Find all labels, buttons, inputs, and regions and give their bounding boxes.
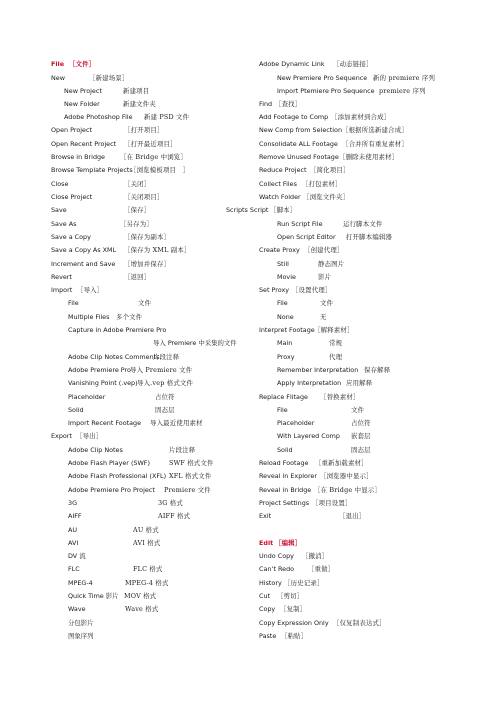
menu-entry-right_column-12: Run Script File bbox=[277, 220, 323, 228]
menu-entry-right_column-39: Cut bbox=[259, 592, 271, 600]
menu-entry-left_column-16: Revert bbox=[51, 273, 72, 281]
menu-translation-right_column-11: ［脚本］ bbox=[270, 206, 297, 214]
menu-translation-left_column-18: 文件 bbox=[138, 299, 152, 307]
menu-entry-right_column-13: Open Script Editor bbox=[277, 233, 336, 241]
menu-entry-left_column-24: Vanishing Point (.vep) bbox=[68, 379, 138, 387]
menu-translation-left_column-15: ［增加并保存］ bbox=[124, 260, 171, 268]
menu-translation-left_column-13: ［保存为副本］ bbox=[124, 233, 171, 241]
menu-translation-right_column-24: 应用解释 bbox=[346, 379, 373, 387]
menu-entry-left_column-13: Save a Copy bbox=[51, 233, 91, 241]
menu-translation-right_column-2: premiere 序列 bbox=[379, 87, 426, 95]
menu-translation-right_column-21: 常规 bbox=[329, 339, 343, 347]
menu-translation-right_column-19: 无 bbox=[320, 313, 327, 321]
menu-entry-left_column-8: Browse Template Projects bbox=[51, 166, 133, 174]
menu-translation-left_column-33: 3G 格式 bbox=[158, 499, 183, 507]
menu-entry-left_column-19: Multiple Files bbox=[68, 313, 110, 321]
menu-translation-right_column-9: ［打包素材］ bbox=[302, 180, 342, 188]
menu-entry-left_column-17: Import bbox=[51, 286, 73, 294]
menu-translation-left_column-27: 导入最近使用素材 bbox=[150, 419, 203, 427]
menu-entry-left_column-29: Adobe Clip Notes bbox=[68, 446, 123, 454]
menu-translation-left_column-35: AU 格式 bbox=[133, 526, 159, 534]
menu-translation-right_column-35: ［编辑］ bbox=[275, 539, 302, 547]
menu-translation-right_column-25: ［替换素材］ bbox=[320, 393, 360, 401]
menu-translation-right_column-5: ［根据所选新建合成］ bbox=[342, 126, 408, 134]
menu-entry-right_column-15: Still bbox=[277, 260, 289, 268]
menu-entry-right_column-0: Adobe Dynamic Link bbox=[259, 60, 325, 68]
menu-entry-left_column-11: Save bbox=[51, 206, 67, 214]
menu-entry-left_column-43: 图象序列 bbox=[68, 632, 94, 640]
menu-entry-left_column-30: Adobe Flash Player (SWF) bbox=[68, 459, 150, 467]
menu-entry-left_column-21: 导入 Premiere 中采集的文件 bbox=[153, 339, 237, 347]
menu-translation-left_column-34: AIFF 格式 bbox=[158, 512, 191, 520]
menu-entry-right_column-20: Interpret Footage bbox=[259, 326, 315, 334]
menu-translation-left_column-6: ［打开最近项目］ bbox=[124, 140, 177, 148]
menu-translation-right_column-14: ［创建代理］ bbox=[304, 246, 344, 254]
menu-entry-left_column-40: Quick Time 影片 bbox=[68, 592, 119, 600]
menu-entry-left_column-23: Adobe Premiere Pro bbox=[68, 366, 131, 374]
menu-entry-left_column-12: Save As bbox=[51, 220, 77, 228]
menu-translation-right_column-26: 文件 bbox=[351, 406, 365, 414]
menu-entry-left_column-38: FLC bbox=[68, 565, 80, 573]
menu-translation-left_column-5: ［打开项目］ bbox=[124, 126, 164, 134]
menu-translation-left_column-36: AVI 格式 bbox=[133, 539, 161, 547]
menu-entry-left_column-2: New Project bbox=[64, 87, 102, 95]
menu-translation-left_column-7: ［在 Bridge 中浏览］ bbox=[120, 153, 187, 161]
menu-header-right_column-35: Edit bbox=[259, 539, 274, 547]
menu-entry-right_column-27: Placeholder bbox=[277, 419, 315, 427]
menu-entry-right_column-19: None bbox=[277, 313, 294, 321]
menu-entry-left_column-33: 3G bbox=[68, 499, 78, 507]
menu-entry-left_column-37: DV 流 bbox=[68, 552, 86, 560]
menu-entry-left_column-14: Save a Copy As XML bbox=[51, 246, 117, 254]
menu-translation-left_column-16: ［返回］ bbox=[124, 273, 151, 281]
menu-entry-left_column-6: Open Recent Project bbox=[51, 140, 117, 148]
menu-translation-right_column-6: ［合并所有重复素材］ bbox=[342, 140, 408, 148]
menu-entry-left_column-3: New Folder bbox=[64, 100, 100, 108]
menu-entry-right_column-5: New Comp from Selection bbox=[259, 126, 343, 134]
menu-entry-right_column-11: Scripts Script bbox=[226, 206, 269, 214]
menu-entry-left_column-18: File bbox=[68, 299, 79, 307]
menu-translation-right_column-30: ［重新加载素材］ bbox=[315, 459, 368, 467]
menu-entry-right_column-42: Paste bbox=[259, 632, 277, 640]
menu-entry-right_column-28: With Layered Comp bbox=[277, 432, 340, 440]
menu-translation-right_column-29: 固态层 bbox=[351, 446, 371, 454]
menu-translation-left_column-2: 新建项目 bbox=[123, 87, 150, 95]
menu-translation-left_column-12: ［另存为］ bbox=[120, 220, 153, 228]
menu-entry-right_column-25: Replace Flitage bbox=[259, 393, 308, 401]
menu-entry-left_column-10: Close Project bbox=[51, 193, 93, 201]
menu-translation-left_column-29: 片段注释 bbox=[169, 446, 196, 454]
menu-entry-left_column-22: Adobe Clip Notes Comments bbox=[68, 353, 160, 361]
menu-entry-left_column-7: Browse in Bridge bbox=[51, 153, 105, 161]
menu-entry-right_column-37: Can’t Redo bbox=[259, 565, 295, 573]
menu-translation-left_column-9: ［关闭］ bbox=[124, 180, 151, 188]
menu-translation-left_column-10: ［关闭项目］ bbox=[124, 193, 164, 201]
menu-entry-right_column-33: Project Settings bbox=[259, 499, 310, 507]
menu-translation-right_column-38: ［历史记录］ bbox=[284, 579, 324, 587]
menu-entry-right_column-10: Watch Folder bbox=[259, 193, 301, 201]
menu-translation-left_column-22: 片段注释 bbox=[153, 353, 180, 361]
menu-entry-right_column-24: Apply Interpretation bbox=[277, 379, 342, 387]
menu-entry-right_column-9: Collect Files bbox=[259, 180, 297, 188]
menu-entry-right_column-31: Reveal in Explorer bbox=[259, 472, 317, 480]
menu-entry-right_column-16: Movie bbox=[277, 273, 296, 281]
menu-translation-right_column-42: ［粘贴］ bbox=[281, 632, 308, 640]
menu-translation-left_column-8: ［浏览模板项目 ］ bbox=[130, 166, 190, 174]
menu-entry-right_column-14: Create Proxy bbox=[259, 246, 300, 254]
menu-translation-right_column-27: 占位符 bbox=[351, 419, 371, 427]
menu-entry-left_column-26: Solid bbox=[68, 406, 84, 414]
menu-translation-right_column-1: 新的 premiere 序列 bbox=[373, 74, 436, 82]
menu-translation-right_column-34: ［退出］ bbox=[339, 512, 366, 520]
menu-entry-right_column-21: Main bbox=[277, 339, 293, 347]
menu-translation-left_column-25: 占位符 bbox=[155, 393, 175, 401]
menu-entry-left_column-1: New bbox=[51, 74, 65, 82]
menu-entry-right_column-22: Proxy bbox=[277, 353, 295, 361]
menu-translation-left_column-23: 导入 Premiere 文件 bbox=[130, 366, 193, 374]
menu-entry-right_column-36: Undo Copy bbox=[259, 552, 294, 560]
menu-translation-left_column-31: XFL 格式文件 bbox=[169, 472, 212, 480]
menu-translation-right_column-3: ［查找］ bbox=[275, 100, 302, 108]
menu-translation-right_column-7: ［删除未使用素材］ bbox=[339, 153, 399, 161]
menu-entry-right_column-41: Copy Expression Only bbox=[259, 619, 329, 627]
menu-translation-left_column-28: ［导出］ bbox=[76, 432, 103, 440]
menu-entry-left_column-41: Wave bbox=[68, 605, 86, 613]
menu-entry-left_column-32: Adobe Premiere Pro Project bbox=[68, 486, 155, 494]
menu-translation-right_column-28: 嵌套层 bbox=[351, 432, 371, 440]
menu-entry-left_column-36: AVI bbox=[68, 539, 79, 547]
menu-translation-right_column-32: ［在 Bridge 中显示］ bbox=[314, 486, 381, 494]
menu-translation-left_column-26: 固态层 bbox=[155, 406, 175, 414]
menu-entry-right_column-40: Copy bbox=[259, 605, 276, 613]
menu-translation-left_column-24: 导入.vep 格式文件 bbox=[137, 379, 194, 387]
menu-header-left_column-0: File bbox=[51, 60, 65, 68]
menu-translation-right_column-8: ［简化项目］ bbox=[310, 166, 350, 174]
menu-entry-left_column-20: Capture in Adobe Premiere Pro bbox=[68, 326, 167, 334]
menu-translation-right_column-36: ［撤消］ bbox=[302, 552, 329, 560]
menu-translation-left_column-40: MOV 格式 bbox=[124, 592, 157, 600]
menu-translation-right_column-39: ［剪切］ bbox=[277, 592, 304, 600]
menu-entry-right_column-3: Find bbox=[259, 100, 273, 108]
menu-translation-right_column-10: ［浏览文件夹］ bbox=[303, 193, 350, 201]
menu-translation-right_column-17: ［设置代理］ bbox=[292, 286, 332, 294]
menu-entry-right_column-1: New Premiere Pro Sequence bbox=[277, 74, 368, 82]
menu-translation-left_column-19: 多个文件 bbox=[116, 313, 143, 321]
menu-translation-left_column-32: Premiere 文件 bbox=[164, 486, 211, 494]
menu-entry-left_column-31: Adobe Flash Professional (XFL) bbox=[68, 472, 167, 480]
menu-translation-right_column-22: 代理 bbox=[329, 353, 343, 361]
menu-translation-right_column-16: 影片 bbox=[318, 273, 332, 281]
menu-translation-left_column-17: ［导入］ bbox=[77, 286, 104, 294]
menu-entry-right_column-8: Reduce Project bbox=[259, 166, 307, 174]
menu-translation-left_column-30: SWF 格式文件 bbox=[169, 459, 214, 467]
menu-translation-left_column-0: ［文件］ bbox=[69, 60, 96, 68]
menu-entry-left_column-42: 分包影片 bbox=[68, 619, 94, 627]
menu-translation-right_column-13: 打开脚本编辑器 bbox=[346, 233, 393, 241]
menu-entry-left_column-35: AU bbox=[68, 526, 78, 534]
menu-entry-left_column-39: MPEG-4 bbox=[68, 579, 93, 587]
menu-translation-left_column-3: 新建文件夹 bbox=[123, 100, 156, 108]
menu-entry-left_column-4: Adobe Photoshop File bbox=[64, 113, 133, 121]
menu-translation-left_column-4: 新建 PSD 文件 bbox=[144, 113, 190, 121]
menu-entry-right_column-30: Reload Footage bbox=[259, 459, 309, 467]
menu-entry-right_column-7: Remove Unused Footage bbox=[259, 153, 339, 161]
menu-entry-left_column-27: Import Recent Footage bbox=[68, 419, 142, 427]
menu-translation-left_column-14: ［保存为 XML 副本］ bbox=[124, 246, 191, 254]
menu-translation-right_column-31: ［浏览器中显示］ bbox=[320, 472, 373, 480]
menu-entry-right_column-6: Consolidate ALL Footage bbox=[259, 140, 338, 148]
menu-translation-right_column-4: ［添加素材到合成］ bbox=[331, 113, 391, 121]
menu-entry-right_column-23: Remember Interpretation bbox=[277, 366, 359, 374]
menu-entry-right_column-34: Exit bbox=[259, 512, 272, 520]
menu-translation-right_column-20: ［解释素材］ bbox=[314, 326, 354, 334]
menu-entry-left_column-34: AIFF bbox=[68, 512, 82, 520]
menu-translation-left_column-11: ［保存］ bbox=[124, 206, 151, 214]
menu-translation-right_column-15: 静态图片 bbox=[318, 260, 345, 268]
menu-translation-right_column-23: 保存解释 bbox=[364, 366, 391, 374]
menu-translation-right_column-0: ［动态链接］ bbox=[333, 60, 373, 68]
menu-translation-right_column-37: ［重做］ bbox=[308, 565, 335, 573]
menu-entry-left_column-25: Placeholder bbox=[68, 393, 106, 401]
menu-entry-right_column-2: Import Ptemiere Pro Sequence bbox=[277, 87, 375, 95]
menu-entry-left_column-15: Increment and Save bbox=[51, 260, 116, 268]
menu-entry-left_column-5: Open Project bbox=[51, 126, 92, 134]
menu-translation-right_column-40: ［复制］ bbox=[280, 605, 307, 613]
menu-entry-right_column-32: Reveal in Bridge bbox=[259, 486, 312, 494]
menu-translation-right_column-12: 运行脚本文件 bbox=[343, 220, 383, 228]
menu-translation-right_column-41: ［仅复制表达式］ bbox=[333, 619, 386, 627]
menu-translation-left_column-41: Wave 格式 bbox=[125, 605, 159, 613]
menu-entry-left_column-28: Export bbox=[51, 432, 72, 440]
menu-translation-left_column-39: MPEG-4 格式 bbox=[125, 579, 169, 587]
menu-entry-right_column-29: Solid bbox=[277, 446, 293, 454]
menu-entry-right_column-17: Set Proxy bbox=[259, 286, 290, 294]
menu-entry-right_column-18: File bbox=[277, 299, 288, 307]
menu-entry-left_column-9: Close bbox=[51, 180, 69, 188]
menu-translation-left_column-1: ［新建场景］ bbox=[89, 74, 129, 82]
menu-translation-right_column-18: 文件 bbox=[320, 299, 334, 307]
menu-translation-right_column-33: ［项目设置］ bbox=[312, 499, 352, 507]
menu-entry-right_column-26: File bbox=[277, 406, 288, 414]
menu-entry-right_column-38: History bbox=[259, 579, 282, 587]
menu-translation-left_column-38: FLC 格式 bbox=[133, 565, 163, 573]
menu-entry-right_column-4: Add Footage to Comp bbox=[259, 113, 329, 121]
